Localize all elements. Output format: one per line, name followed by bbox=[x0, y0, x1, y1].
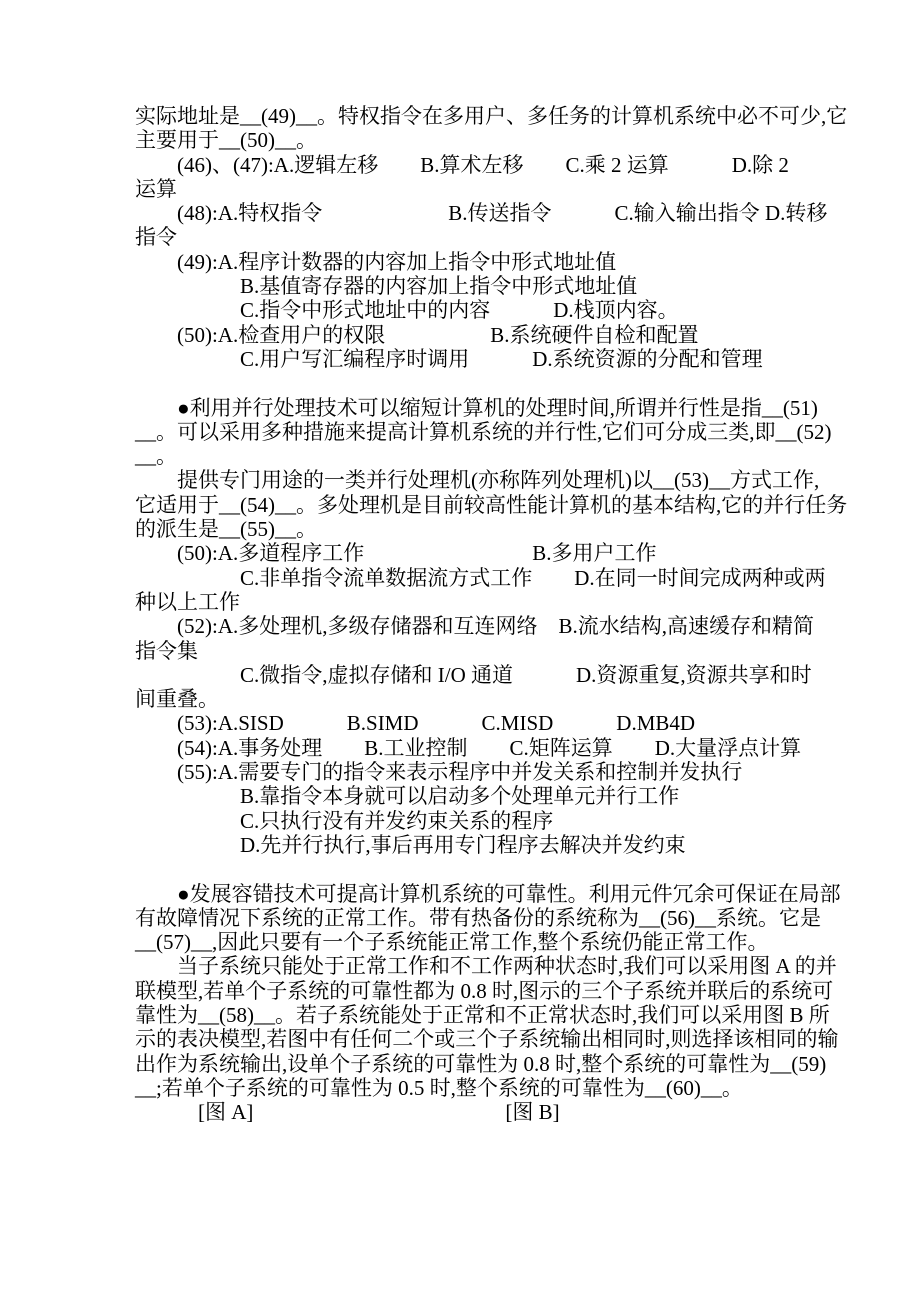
text-line: B.靠指令本身就可以启动多个处理单元并行工作 bbox=[135, 784, 680, 809]
text-line: ●利用并行处理技术可以缩短计算机的处理时间,所谓并行性是指__(51) bbox=[135, 395, 818, 420]
text-line: C.只执行没有并发约束关系的程序 bbox=[135, 808, 554, 833]
text-line: __。可以采用多种措施来提高计算机系统的并行性,它们可分成三类,即__(52) bbox=[135, 419, 832, 444]
text-line: 运算 bbox=[135, 176, 177, 201]
figure-labels-line: [图 A] [图 B] bbox=[135, 1100, 560, 1125]
text-line: __(57)__,因此只要有一个子系统能正常工作,整个系统仍能正常工作。 bbox=[135, 930, 769, 955]
text-line: (52):A.多处理机,多级存储器和互连网络 B.流水结构,高速缓存和精简 bbox=[135, 614, 814, 639]
text-line: (50):A.检查用户的权限 B.系统硬件自检和配置 bbox=[135, 322, 699, 347]
blank-line bbox=[135, 857, 890, 881]
text-line: 种以上工作 bbox=[135, 589, 240, 614]
text-line: 有故障情况下系统的正常工作。带有热备份的系统称为__(56)__系统。它是 bbox=[135, 905, 821, 930]
text-line: 联模型,若单个子系统的可靠性都为 0.8 时,图示的三个子系统并联后的系统可 bbox=[135, 978, 834, 1003]
text-line: D.先并行执行,事后再用专门程序去解决并发约束 bbox=[135, 832, 686, 857]
text-line: (55):A.需要专门的指令来表示程序中并发关系和控制并发执行 bbox=[135, 760, 743, 785]
document-text bbox=[135, 104, 890, 1124]
text-line: 出作为系统输出,设单个子系统的可靠性为 0.8 时,整个系统的可靠性为__(59) bbox=[135, 1051, 827, 1076]
text-line: 指令集 bbox=[135, 638, 198, 663]
text-line: (54):A.事务处理 B.工业控制 C.矩阵运算 D.大量浮点计算 bbox=[135, 735, 802, 760]
text-line: B.基值寄存器的内容加上指令中形式地址值 bbox=[135, 274, 638, 299]
text-line: __;若单个子系统的可靠性为 0.5 时,整个系统的可靠性为__(60)__。 bbox=[135, 1075, 743, 1100]
text-line: C.指令中形式地址中的内容 D.栈顶内容。 bbox=[135, 298, 679, 323]
text-line: (50):A.多道程序工作 B.多用户工作 bbox=[135, 541, 657, 566]
text-line: 提供专门用途的一类并行处理机(亦称阵列处理机)以__(53)__方式工作, bbox=[135, 468, 820, 493]
text-line: 示的表决模型,若图中有任何二个或三个子系统输出相同时,则选择该相同的输 bbox=[135, 1027, 839, 1052]
text-line: 当子系统只能处于正常工作和不工作两种状态时,我们可以采用图 A 的并 bbox=[135, 954, 837, 979]
text-line: C.用户写汇编程序时调用 D.系统资源的分配和管理 bbox=[135, 346, 763, 371]
text-line: (48):A.特权指令 B.传送指令 C.输入输出指令 D.转移 bbox=[135, 201, 828, 226]
text-line: C.非单指令流单数据流方式工作 D.在同一时间完成两种或两 bbox=[135, 565, 826, 590]
text-line: (49):A.程序计数器的内容加上指令中形式地址值 bbox=[135, 249, 617, 274]
text-line: 实际地址是__(49)__。特权指令在多用户、多任务的计算机系统中必不可少,它 bbox=[135, 104, 848, 128]
text-line: __。 bbox=[135, 444, 177, 469]
text-line: (46)、(47):A.逻辑左移 B.算术左移 C.乘 2 运算 D.除 2 bbox=[135, 152, 789, 177]
blank-line bbox=[135, 371, 890, 395]
text-line: 靠性为__(58)__。若子系统能处于正常和不正常状态时,我们可以采用图 B 所 bbox=[135, 1002, 830, 1027]
text-line: C.微指令,虚拟存储和 I/O 通道 D.资源重复,资源共享和时 bbox=[135, 662, 812, 687]
text-line: 指令 bbox=[135, 225, 177, 250]
text-line: ●发展容错技术可提高计算机系统的可靠性。利用元件冗余可保证在局部 bbox=[135, 881, 841, 906]
text-line: (53):A.SISD B.SIMD C.MISD D.MB4D bbox=[135, 711, 696, 736]
text-line: 主要用于__(50)__。 bbox=[135, 128, 317, 153]
text-line: 它适用于__(54)__。多处理机是目前较高性能计算机的基本结构,它的并行任务 bbox=[135, 492, 848, 517]
text-line: 间重叠。 bbox=[135, 687, 219, 712]
text-line: 的派生是__(55)__。 bbox=[135, 517, 317, 542]
